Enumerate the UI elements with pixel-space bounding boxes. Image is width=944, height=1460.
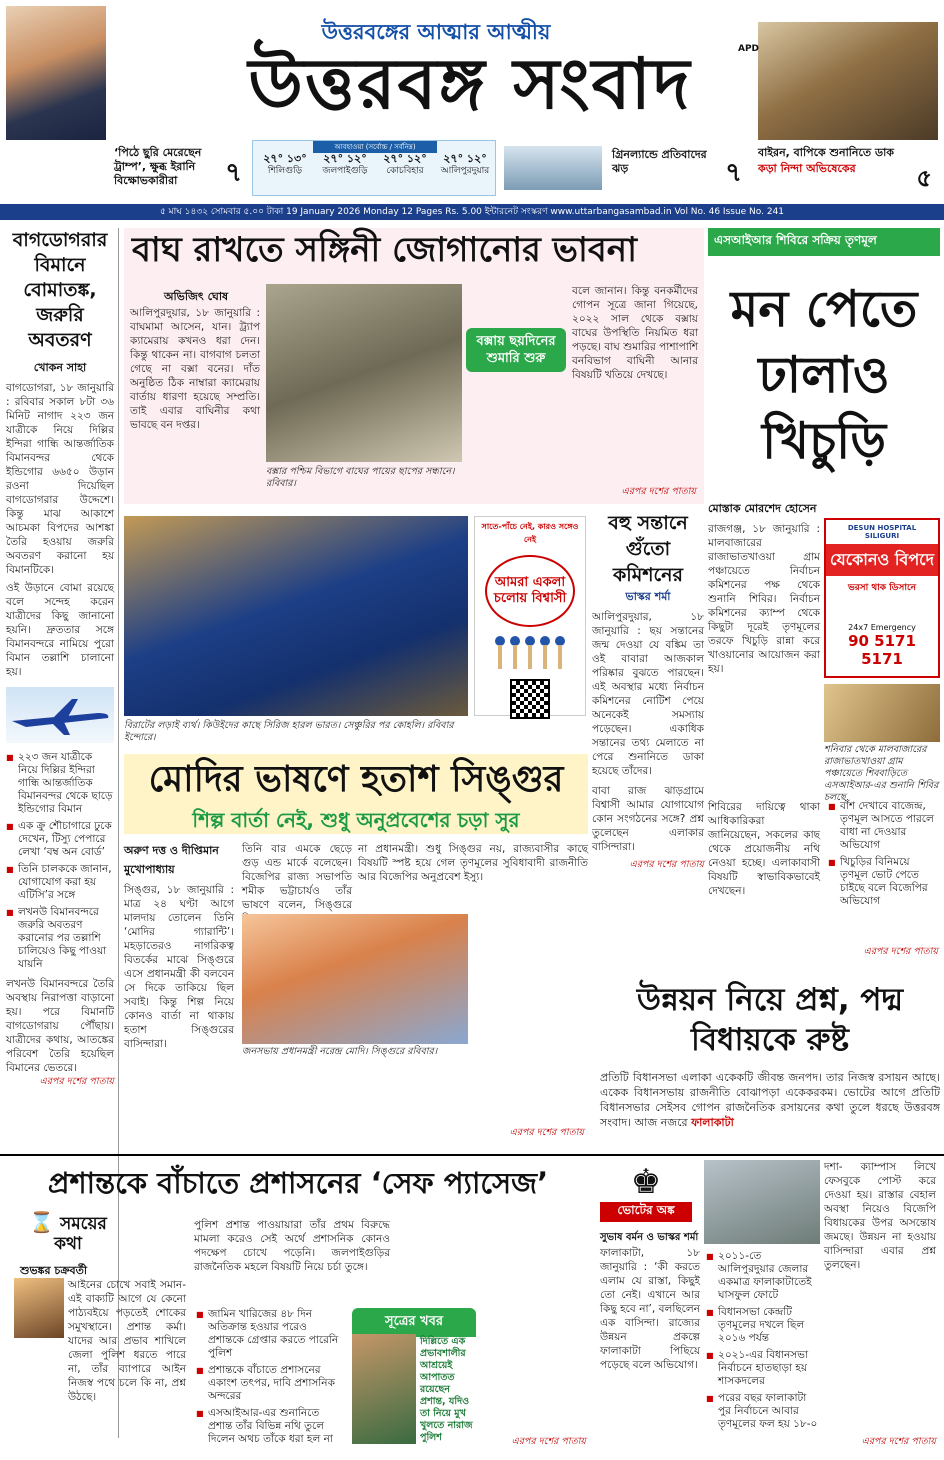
falakata-continue[interactable]: এরপর দশের পাতায়	[861, 1436, 936, 1447]
falakata-body: ফালাকাটা, ১৮ জানুয়ারি : ‘কী করতে এলাম যে রাস্তা, কিছুই তো নেই। এখানে আর কিছু হবে না’, বলছিলেন এক বাসিন্দা। রাজ্যের উন্নয়ন প্রকল্পে ফালাকাটা পিছিয়ে পড়েছে বলে অভিযোগ।	[600, 1247, 700, 1371]
safe-headline: প্রশান্তকে বাঁচাতে প্রশাসনের ‘সেফ প্যাসেজ’	[47, 1166, 549, 1200]
modi-body: সিঙ্গুর, ১৮ জানুয়ারি : মাত্র ২৪ ঘণ্টা আগে মালদায় তোলেন তিনি ‘মোদির গ্যারান্টি’। মহড়াতেরও নাগরিকত্ব বিতর্কের মাঝে সিঙ্গুরে এসে প্রধানমন্ত্রী কী বলবেন সে দিকে তাকিয়ে ছিল সবাই। কিন্তু শিল্প নিয়ে কোনও বার্তা না থাকায় হতাশ সিঙ্গুরের বাসিন্দারা।	[124, 884, 234, 1050]
bomb-body3: লখনউ বিমানবন্দরে তৈরি অবস্থায় নিরাপত্তা বাড়ানো হয়। পরে বিমানটি বাগডোগরায় পৌঁছায়। যাত্রীদের কথায়, আতঙ্কের পরিবেশ তৈরি হয়েছিল বিমানের ভেতরে।	[6, 978, 114, 1074]
tmc-label: এসআইআর শিবিরে সক্রিয় তৃণমূল	[708, 228, 940, 256]
safe-bullets	[196, 1308, 344, 1450]
weather-box	[252, 140, 496, 196]
falakata-byline: সুভাষ বর্মন ও ভাস্কর শর্মা	[600, 1232, 699, 1243]
desun-headline: যেকোনও বিপদে	[826, 544, 938, 576]
voter-onko-logo	[600, 1162, 692, 1222]
weather-city	[317, 153, 373, 195]
desun-phone[interactable]: 90 5171 5171	[848, 632, 916, 668]
safe-byline: শুভঙ্কর চক্রবর্তী	[20, 1264, 88, 1277]
weather-temps: ২৭° ১২°	[443, 152, 487, 165]
bomb-byline: খোকন সাহা	[33, 361, 87, 374]
safe-continue[interactable]: এরপর দশের পাতায়	[511, 1436, 586, 1447]
teaser-iran-text: ‘পিঠে ছুরি মেরেছেন ট্রাম্প’, ক্ষুব্ধ ইরানি বিক্ষোভকারীরা	[114, 146, 202, 187]
commission-body: আলিপুরদুয়ার, ১৮ জানুয়ারি : ছয় সন্তানের জন্ম দেওয়া যে বঙ্কিম তা ওই বাবারা আজকাল পরিষ্কার বুঝতে পারছেন। এই অবস্থার মধ্যে নির্বাচন কমিশনের নোটিশ পেয়ে অনেকেই সমস্যায় পড়েছেন। একাধিক সন্তানের তথ্য মেলাতে না পেরে শুনানিতে ডাকা হয়েছে তাঁদের।	[592, 611, 704, 777]
modi-caption: জনসভায় প্রধানমন্ত্রী নরেন্দ্র মোদি। সিঙ্গুরে রবিবার।	[242, 1046, 438, 1057]
bullet-point: ■ তিনি চালককে জানান, যোগাযোগ করা হয় এটিসি’র সঙ্গে	[6, 863, 114, 902]
safe-body2: পুলিশ প্রশান্ত পাওয়ায়ারা তাঁর প্রথম বিরুদ্ধে মামলা করেও সেই অর্থে প্রশাসনিক কোনও পদক্ষেপ চোখে পড়েনি। জলপাইগুড়ির রাজনৈতিক মহলে বিষয়টি নিয়ে চর্চা তুঙ্গে।	[194, 1219, 390, 1273]
tiger-body: আলিপুরদুয়ার, ১৮ জানুয়ারি : বাঘমামা আসেন, যান। ট্র্যাপ ক্যামেরায় কখনও ধরা দেন। কিন্তু থাকেন না। বাগবাগ চলতা গেছে না বক্সা বনের। দাঁত অনুষ্ঠিত ঠিক নাম্বারা ক্যামেরায় বার্তায় ধারণা হয়েছে সম্প্রতি। তাই এবার বাঘিনীর কথা ভাবছে বন দপ্তর।	[130, 307, 260, 431]
weather-city	[257, 153, 313, 195]
unnayan-story	[600, 966, 940, 1150]
tmc-byline: মোস্তাক মোরশেদ হোসেন	[708, 502, 817, 515]
bullet-point: ■ পরের বছর ফালাকাটা পুর নির্বাচনে আবার তৃণমূলের ফল হয় ১৮-০	[706, 1392, 818, 1431]
unnayan-intro	[600, 1070, 940, 1130]
airplane-icon	[6, 687, 114, 743]
modi-continue[interactable]: এরপর দশের পাতায়	[509, 1127, 584, 1138]
ekla-ad-main: আমরা একলা চলোয় বিশ্বাসী	[485, 555, 575, 627]
commission-continue[interactable]: এরপর দশের পাতায়	[629, 859, 704, 870]
weather-temps: ২৭° ১২°	[383, 152, 427, 165]
modi-body-mid: তিনি বার এমকে ছেড়ে গুড় এন্ড মার্কে বলেছেন। বিজেপির রাজ্য সভাপতি শমীক ভট্টাচার্যও তাঁর ভাষণে বলেন, সিঙ্গুরে	[242, 843, 352, 911]
safe-body: আইনের চোখে সবাই সমান- এই বাক্যটি আগে যে কেনো পাঠ্যবইয়ে পড়তেই শোকের সমুখস্থানে। প্রশান্ত কর্মা। যাদের আর প্রভাব শাখিলে জেলা পুলিশ ধরতে পারে না, তাঁর ব্যাপারে আইন নিজস্ব পথে চলে কি না, প্রশ্ন উঠছে।	[68, 1279, 186, 1403]
ekla-ad[interactable]	[474, 516, 586, 716]
commission-byline: ভাস্কর শর্মা	[625, 590, 671, 603]
tiger-byline: অভিজিৎ ঘোষ	[164, 290, 229, 303]
desun-sub: ভরসা থাক ডিসানে	[848, 583, 916, 593]
modi-body-right: না প্রধানমন্ত্রী। শুধু সিঙ্গুর নয়, রাজ্যবাসীর কাছে বিষয়টি স্পষ্ট হয়ে গেল তৃণমূলের সুবিধাবাদী রাজনীতি আর বিজেপির অনুপ্রবেশ ইস্যু।	[358, 843, 588, 883]
tmc-lower	[708, 800, 940, 960]
modi-photo	[242, 914, 468, 1044]
unnayan-place: ফালাকাটা	[691, 1116, 734, 1129]
cricket-caption: বিরাটের লড়াই ব্যর্থ। কিউইদের কাছে সিরিজ হারল ভারত। সেঞ্চুরির পর কোহলি। রবিবার ইন্দোরে।	[124, 720, 454, 743]
teaser-abhishek-page: ৫	[916, 164, 932, 192]
bomb-body2: ওই উড়ানে বোমা রয়েছে বলে সন্দেহ করেন যাত্রীদের কিছু জানানো হয়নি। দ্রুততার সঙ্গে বিমানবন্দরে নামিয়ে পুরো বিমান তল্লাশি চালানো হয়।	[6, 582, 114, 678]
masthead-title: উত্তরবঙ্গ সংবাদ	[248, 42, 692, 125]
modi-byline: অরুণ দত্ত ও দীপ্তিমান মুখোপাধ্যায়	[124, 844, 219, 876]
weather-city-name: কোচবিহার	[386, 166, 424, 176]
tmc-pic-caption: শনিবার থেকে মালবাজারের রাজাভাতখাওয়া গ্রাম পঞ্চায়েতে শিববাড়িতে এসআইআর-এর শুনানি শিবির চলছে	[824, 744, 939, 803]
teaser-iran-page: ৭	[225, 158, 242, 188]
bullet-point: ■ প্রশান্তকে বাঁচাতে প্রশাসনের একাংশ তৎপর, দাবি প্রশাসনিক অন্দরের	[196, 1364, 344, 1403]
hourglass-icon: ⌛	[29, 1210, 55, 1234]
khichuri-photo	[824, 684, 940, 742]
tiger-box: বক্সায় ছয়দিনের শুমারি শুরু	[466, 328, 566, 372]
bomb-headline: বাগডোগরার বিমানে বোমাতঙ্ক, জরুরি অবতরণ	[12, 229, 108, 351]
plane-photo	[6, 687, 114, 743]
matchstick-icon	[480, 631, 580, 671]
falakata-story	[596, 1160, 940, 1454]
weather-label: আবহাওয়া (সর্বোচ্চ / সর্বনিম্ন)	[313, 141, 437, 153]
tiger-headline: বাঘ রাখতে সঙ্গিনী জোগানোর ভাবনা	[132, 230, 637, 270]
source-box	[352, 1308, 476, 1448]
teaser-abhishek-text: বাইরন, বাপিকে শুনানিতে ডাক	[758, 146, 894, 159]
weather-cities	[257, 153, 493, 195]
bullet-point: ■ লখনউ বিমানবন্দরে জরুরি অবতরণ করানোর পর তল্লাশি চালিয়েও কিছু পাওয়া যায়নি	[6, 906, 114, 971]
tmc-body2: শিবিরের দায়িত্বে থাকা আধিকারিকরা জানিয়েছেন, সকলের কাছ থেকে প্রয়োজনীয় নথি নেওয়া হচ্ছে। এলাকাবাসী বিষয়টি স্বাভাবিকভাবেই দেখছেন।	[708, 801, 820, 897]
bomb-body: বাগডোগরা, ১৮ জানুয়ারি : রবিবার সকাল ৮টা ৩৬ মিনিট নাগাদ ২২৩ জন যাত্রীকে নিয়ে দিল্লির ইন্দিরা গান্ধি আন্তর্জাতিক বিমানবন্দর থেকে ইন্ডিগোর ৬৬৫০ উড়ান রওনা দিয়েছিল বাগডোগরার উদ্দেশে। কিন্তু মাঝ আকাশে আচমকা বিপদের আশঙ্কা তৈরি হওয়ায় জরুরি অবতরণ করানো হয় বিমানটিকে।	[6, 382, 114, 576]
bullet-point: ■ বিধানসভা কেন্দ্রটি তৃণমূলের দখলে ছিল ২০১৬ পর্যন্ত	[706, 1306, 818, 1345]
bullet-point: ■ এক ক্রু শৌচাগারে ঢুকে দেখেন, টিস্যু পেপারে লেখা ‘বম্ব অন বোর্ড’	[6, 820, 114, 859]
falakata-body-right: দশা- ক্যাম্পাস লিখে ফেসবুকে পোস্ট করে দেওয়া হয়। রাস্তার বেহাল অবস্থা নিয়েও বিজেপি বিধায়কের উপর অসন্তোষ জমছে। উন্নয়ন না হওয়ায় বাসিন্দারা এবার প্রশ্ন তুলছেন।	[824, 1161, 936, 1271]
section-divider	[0, 1154, 944, 1156]
dateline: ৫ মাঘ ১৪৩২ সোমবার ৫.০০ টাকা 19 January 2026 Monday 12 Pages Rs. 5.00 ইন্টারনেট সংস্করণ www.uttarbangasambad.in Vol No. 46 Issue No. 241	[0, 204, 944, 220]
chess-piece-icon: ♚	[630, 1162, 662, 1202]
trump-photo	[6, 6, 106, 140]
teaser-abhishek[interactable]	[758, 146, 938, 196]
falakata-photo	[704, 1160, 820, 1244]
commission-headline: বহু সন্তানে গুঁতো কমিশনের	[608, 512, 688, 586]
tmc-bullets	[828, 800, 940, 912]
commission-body2: বাবা রাজ ঝাড়গ্রামে বিশ্বাসী আমার যোগাযোগ কোন সংগঠনের সঙ্গে? প্রশ্ন তুলেছেন এলাকার বাসিন্দারা।	[592, 785, 704, 853]
masthead-tagline: উত্তরবঙ্গের আত্মার আত্মীয়	[321, 20, 551, 44]
unnayan-headline: উন্নয়ন নিয়ে প্রশ্ন, পদ্ম বিধায়কে রুষ্ট	[636, 982, 904, 1058]
bullet-point: ■ খিচুড়ির বিনিময়ে তৃণমূল ভোট পেতে চাইছে বলে বিজেপির অভিযোগ	[828, 856, 940, 908]
somoyer-kotha-text: সময়ের কথা	[54, 1214, 107, 1254]
desun-brand: DESUN HOSPITAL SILIGURI	[847, 524, 917, 540]
tmc-headline: মন পেতে ঢালাও খিচুড়ি	[730, 280, 918, 470]
tmc-body: রাজগঞ্জ, ১৮ জানুয়ারি : মালবাজারের রাজাভাতখাওয়া গ্রাম পঞ্চায়েতে নির্বাচন কমিশনের পক্ষ থেকে শুনানি শিবির। নির্বাচন কমিশনের ক্যাম্প থেকে কিছুটা দূরেই তৃণমূলের তরফে খিচুড়ি রান্না করে খাওয়ানোর আয়োজন করা হয়।	[708, 523, 820, 675]
teaser-greenland-text: গ্রিনল্যান্ডে প্রতিবাদের ঝড়	[612, 148, 707, 175]
teaser-iran[interactable]	[114, 146, 246, 194]
weather-temps: ২৭° ১২°	[323, 152, 367, 165]
bomb-bullets	[6, 751, 114, 971]
teaser-abhishek-red: কড়া নিন্দা অভিষেকের	[758, 162, 856, 175]
tiger-story	[124, 228, 704, 504]
prashanta-photo	[352, 1334, 416, 1444]
bullet-point: ■ জামিন খারিজের ৪৮ দিন অতিক্রান্ত হওয়ার পরেও প্রশান্তকে গ্রেপ্তার করতে পারেনি পুলিশ	[196, 1308, 344, 1360]
tmc-story	[708, 228, 940, 803]
bullet-point: ■ ২০১১-তে আলিপুরদুয়ার জেলার একমাত্র ফালাকাটাতেই ঘাসফুল ফোটে	[706, 1250, 818, 1302]
unnayan-intro-text: প্রতিটি বিধানসভা এলাকা একেকটি জীবন্ত জনপদ। তার নিজস্ব রসায়ন আছে। একেক বিধানসভায় রাজনীতি বোঝাপড়া একেকরকম। ভোটের আগে প্রতিটি বিধানসভার সেইসব গোপন রাজনৈতিক রসায়নের কথা তুলে ধরছে উত্তরবঙ্গ সংবাদ। আজ নজরে	[600, 1071, 940, 1129]
apd-mark: APD	[738, 44, 760, 54]
desun-ad[interactable]	[824, 518, 940, 678]
bullet-point: ■ ২০২১-এর বিধানসভা নির্বাচনে হাতছাড়া হয় শাসকদলের	[706, 1349, 818, 1388]
weather-city-name: শিলিগুড়ি	[267, 166, 303, 176]
desun-emergency: 24x7 Emergency	[848, 623, 916, 632]
greenland-photo	[504, 146, 602, 190]
author-photo	[14, 1278, 64, 1338]
source-box-text: দিল্লিতে এক প্রভাবশালীর আশ্রয়েই আপাতত রয়েছেন প্রশান্ত, যদিও তা নিয়ে মুখ খুলতে নারাজ পুলিশ	[420, 1336, 473, 1443]
bomb-continue[interactable]: এরপর দশের পাতায়	[39, 1076, 114, 1087]
weather-city	[437, 153, 493, 195]
source-box-title: সূত্রের খবর	[352, 1308, 476, 1337]
tiger-caption: বক্সার পশ্চিম বিভাগে বাঘের পায়ের ছাপের সন্ধানে। রবিবার।	[266, 466, 455, 489]
ekla-ad-top: সাতে-পাঁচে নেই, কারও সঙ্গেও নেই	[481, 522, 579, 544]
tiger-photo	[266, 284, 462, 462]
falakata-bullets	[706, 1250, 818, 1435]
bullet-point: ■ এসআইআর-এর শুনানিতে প্রশান্ত তাঁর বিভিন্ন নথি তুলে দিলেন অথচ তাঁকে ধরা হল না	[196, 1407, 344, 1446]
commission-story	[592, 510, 704, 960]
weather-temps: ২৭° ১৩°	[263, 152, 307, 165]
tmc-continue[interactable]: এরপর দশের পাতায়	[863, 946, 938, 957]
teaser-greenland-page: ৭	[725, 158, 742, 188]
qr-code-icon[interactable]	[510, 679, 550, 719]
safe-passage-story	[6, 1160, 590, 1454]
tiger-continue[interactable]: এরপর দশের পাতায়	[621, 486, 696, 497]
bullet-point: ■ ২২৩ জন যাত্রীকে নিয়ে দিল্লির ইন্দিরা গান্ধি আন্তর্জাতিক বিমানবন্দর থেকে ছাড়ে ইন্ডিগোর বিমান	[6, 751, 114, 816]
modi-headline: মোদির ভাষণে হতাশ সিঙ্গুর	[124, 754, 588, 806]
weather-city-name: জলপাইগুড়ি	[322, 166, 368, 176]
voter-onko-text: ভোটের অঙ্ক	[600, 1202, 692, 1222]
bullet-point: ■ বাঁশ দেখাবে বাজেন্দ্র, তৃণমূল আসতে পারলে বাধা না দেওয়ার অভিযোগ	[828, 800, 940, 852]
weather-city	[377, 153, 433, 195]
weather-city-name: আলিপুরদুয়ার	[440, 166, 490, 176]
teaser-greenland[interactable]	[504, 146, 750, 194]
abhishek-photo	[758, 22, 938, 140]
modi-subhead: শিল্প বার্তা নেই, শুধু অনুপ্রবেশের চড়া সুর	[124, 806, 588, 834]
tiger-body-right: বলে জানান। কিন্তু বনকর্মীদের গোপন সূত্রে জানা গিয়েছে, ২০২২ সাল থেকে বক্সায় বাঘের উপস্থিতি নিয়মিত ধরা পড়ছে। বাঘ শুমারির পাশাপাশি বনবিভাগ বাঘিনী আনার বিষয়টি খতিয়ে দেখছে।	[572, 285, 698, 381]
somoyer-kotha-logo	[20, 1212, 116, 1258]
kohli-photo	[124, 516, 468, 716]
